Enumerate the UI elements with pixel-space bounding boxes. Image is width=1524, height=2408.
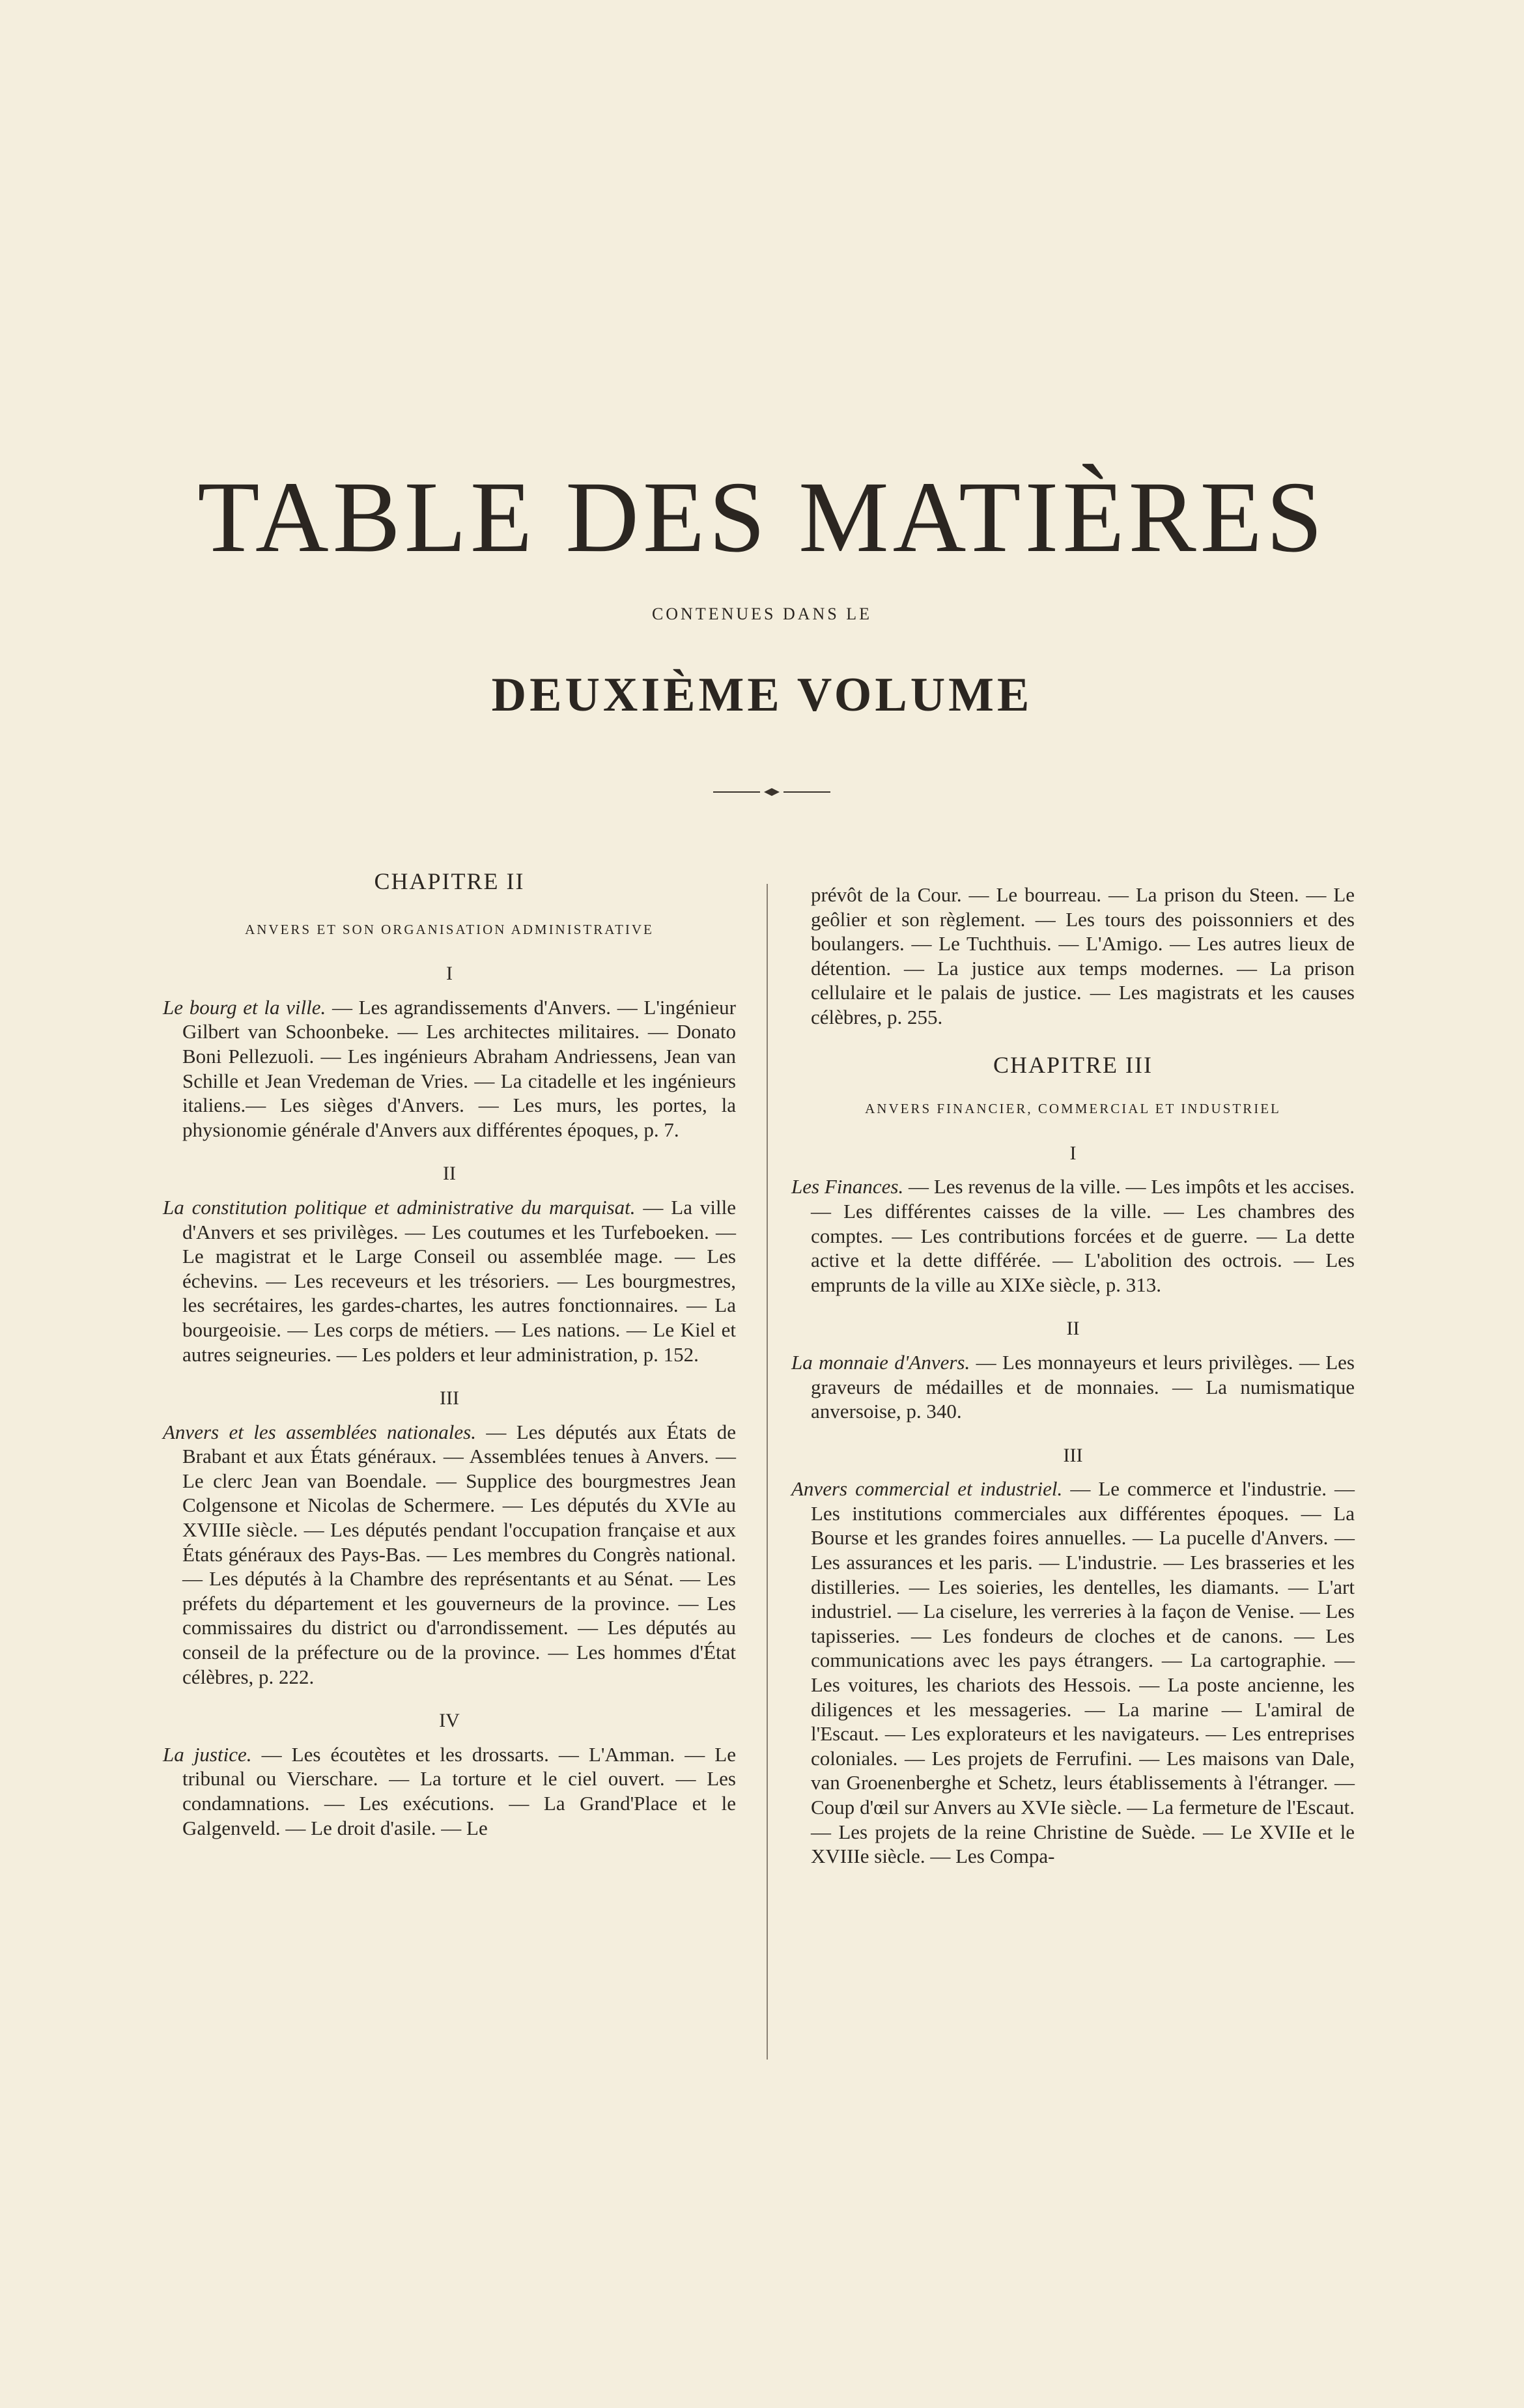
entry-text: — Les monnayeurs et leurs privilèges. — Les graveurs de médailles et de monnaies. — La numismatique anversoise, p. 340. — [811, 1350, 1355, 1423]
entry-lead: Le bourg et la ville. — [163, 995, 326, 1019]
left-column — [163, 870, 736, 1840]
toc-entry-continuation: prévôt de la Cour. — Le bourreau. — La prison du Steen. — Le geôlier et son règlement. — Les tours des poissonniers et des boulangers. — Le Tuchthuis. — L'Amigo. — Les autres lieux de détention. — La justice aux temps modernes. — La prison cellulaire et le palais de justice. — Les magistrats et les causes célèbres, p. 255. — [811, 883, 1355, 1028]
toc-entry — [163, 1742, 736, 1840]
entry-text: — Le commerce et l'industrie. — Les institutions commerciales aux différentes époques. — La Bourse et les grandes foires annuelles. — La pucelle d'Anvers. — Les assurances et les paris. — L'industrie. — Les brasseries et les distilleries. — Les soieries, les dentelles, les diamants. — L'art industriel. — La ciselure, les verreries à la façon de Venise. — Les tapisseries. — Les fondeurs de cloches et de canons. — Les communications avec les pays étrangers. — La cartographie. — Les voitures, les chariots des Hessois. — La poste ancienne, les diligences et les messageries. — La marine — L'amiral de l'Escaut. — Les explorateurs et les navigateurs. — Les entreprises coloniales. — Les projets de Ferrufini. — Les maisons van Dale, van Groenenberghe et Schetz, leurs établissements à l'étranger. — Coup d'œil sur Anvers au XVIe siècle. — La fermeture de l'Escaut. — Les projets de la reine Christine de Suède. — Le XVIIe et le XVIIIe siècle. — Les Compa- — [811, 1477, 1355, 1868]
page-subtitle: CONTENUES DANS LE — [651, 604, 873, 623]
entry-lead: Les Finances. — [791, 1175, 904, 1198]
toc-entry — [791, 1174, 1355, 1297]
entry-lead: Anvers commercial et industriel. — [791, 1477, 1063, 1501]
section-number: I — [1069, 1142, 1077, 1164]
chapter-subtitle: ANVERS ET SON ORGANISATION ADMINISTRATIVE — [245, 921, 654, 937]
toc-entry — [163, 1420, 736, 1690]
column-divider — [767, 884, 768, 2060]
entry-lead: Anvers et les assemblées nationales. — [163, 1420, 476, 1443]
entry-text: — Les revenus de la ville. — Les impôts et les accises. — Les différentes caisses de la ville. — Les chambres des comptes. — Les contributions forcées et de guerre. — La dette active et la dette différée. — L'abolition des octrois. — Les emprunts de la ville au XIXe siècle, p. 313. — [811, 1175, 1355, 1296]
entry-lead: La justice. — [163, 1742, 252, 1766]
section-number: IV — [439, 1710, 460, 1732]
entry-lead: La constitution politique et administrative du marquisat. — [163, 1195, 636, 1219]
chapter-subtitle: ANVERS FINANCIER, COMMERCIAL ET INDUSTRIEL — [865, 1101, 1281, 1117]
ornament-divider-icon — [713, 786, 830, 799]
entry-lead: La monnaie d'Anvers. — [791, 1350, 970, 1374]
section-number: II — [1066, 1318, 1080, 1340]
entry-text: — Les agrandissements d'Anvers. — L'ingénieur Gilbert van Schoonbeke. — Les architectes militaires. — Donato Boni Pellezuoli. — Les ingénieurs Abraham Andriessens, Jean van Schille et Jean Vredeman de Vries. — La citadelle et les ingénieurs italiens.— Les sièges d'Anvers. — Les murs, les portes, la physionomie générale d'Anvers aux différentes époques, p. 7. — [182, 995, 736, 1141]
toc-entry — [163, 995, 736, 1142]
entry-text: — Les écoutètes et les drossarts. — L'Amman. — Le tribunal ou Vierschare. — La torture et le ciel ouvert. — Les condamnations. — Les exécutions. — La Grand'Place et le Galgenveld. — Le droit d'asile. — Le — [182, 1742, 736, 1839]
entry-text: — La ville d'Anvers et ses privilèges. — Les coutumes et les Turfeboeken. — Le magistrat et le Large Conseil ou assemblée mage. — Les échevins. — Les receveurs et les trésoriers. — Les bourgmestres, les secrétaires, les gardes-chartes, les autres fonctionnaires. — La bourgeoisie. — Les corps de métiers. — Les nations. — Le Kiel et autres seigneuries. — Les polders et leur administration, p. 152. — [182, 1195, 736, 1366]
chapter-heading: CHAPITRE II — [374, 868, 525, 894]
volume-title: DEUXIÈME VOLUME — [491, 668, 1033, 722]
section-number: I — [446, 963, 453, 985]
section-number: III — [440, 1387, 459, 1409]
section-number: III — [1063, 1444, 1083, 1466]
toc-entry — [163, 1195, 736, 1367]
toc-entry — [791, 1477, 1355, 1869]
entry-text: — Les députés aux États de Brabant et aux États généraux. — Assemblées tenues à Anvers. — Le clerc Jean van Boendale. — Supplice des bourgmestres Jean Colgensone et Nicolas de Schermere. — Les députés du XVIe au XVIIIe siècle. — Les députés pendant l'occupation française et aux États généraux des Pays-Bas. — Les membres du Congrès national. — Les députés à la Chambre des représentants et au Sénat. — Les préfets du département et les gouverneurs de la province. — Les commissaires du district ou d'arrondissement. — Les députés au conseil de la préfecture ou de la province. — Les hommes d'État célèbres, p. 222. — [182, 1420, 736, 1688]
page-title: TABLE DES MATIÈRES — [197, 460, 1327, 573]
chapter-heading: CHAPITRE III — [993, 1051, 1153, 1078]
right-column — [791, 883, 1355, 1869]
toc-entry — [791, 1350, 1355, 1424]
section-number: II — [443, 1163, 456, 1185]
